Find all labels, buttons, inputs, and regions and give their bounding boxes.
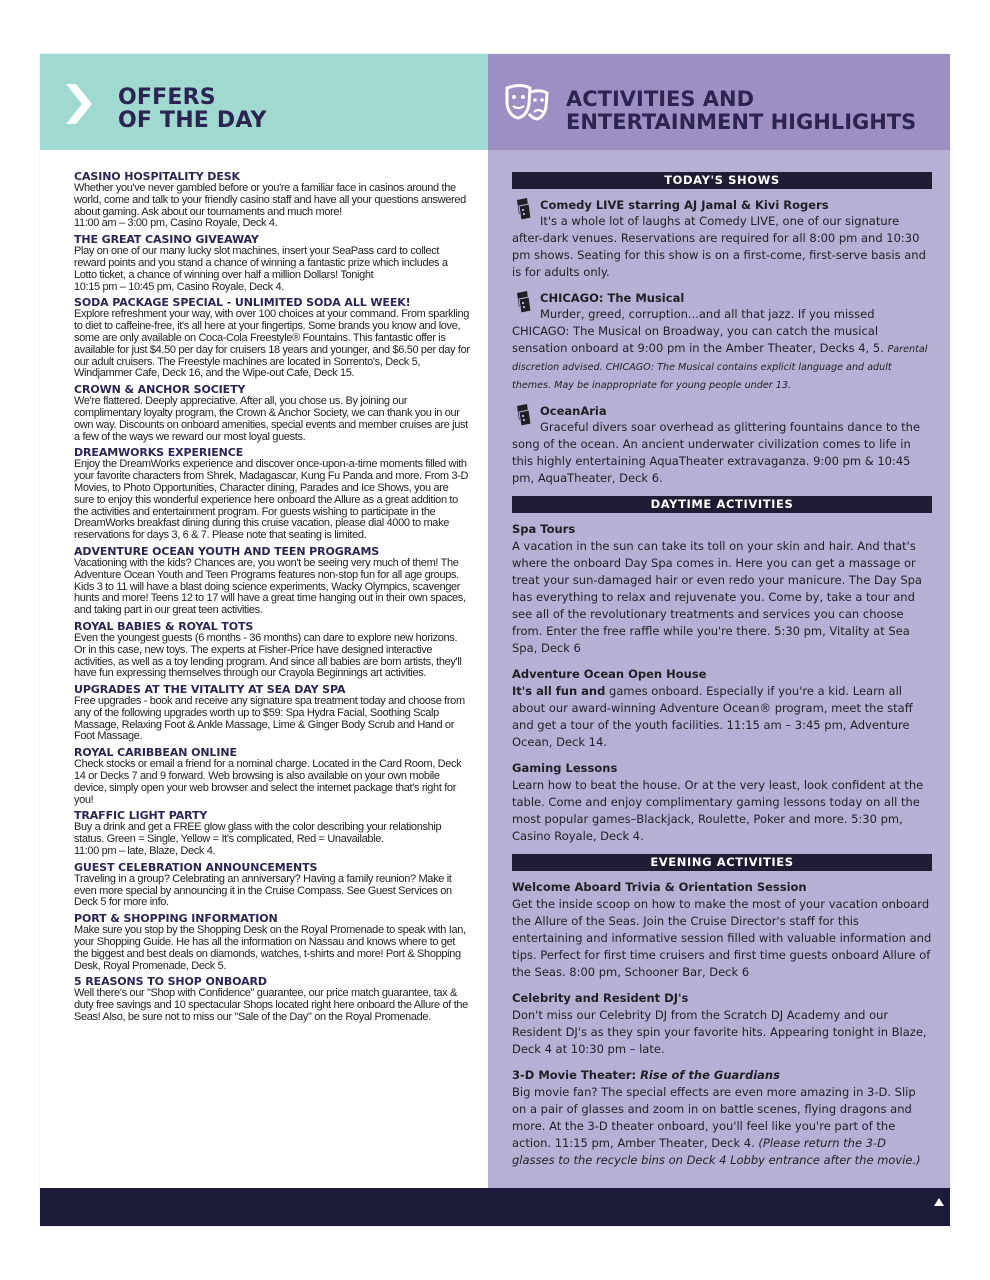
activities-title-line2: ENTERTAINMENT HIGHLIGHTS [566,110,917,134]
offer-item [74,861,470,909]
offer-item [74,912,470,972]
activities-title-line1: ACTIVITIES AND [566,87,755,111]
activity-description: Big movie fan? The special effects are even more amazing in 3-D. Slip on a pair of glasses and zoom in on battle scenes, flying dragons and more. At the 3-D theater onboard, you'll feel like you're part of the action. 11:15 pm, Amber Theater, Deck 4. [512,1085,916,1150]
show-body [512,419,932,487]
activity-title-text: 3-D Movie Theater: [512,1068,641,1082]
offer-body: Play on one of our many lucky slot machines, insert your SeaPass card to collect reward points and you stand a chance of winning a fantastic prize which includes a Lotto ticket, a chance of winning over half a million Dollars! Tonight 10:15 pm – 10:45 pm, Casino Royale, Deck 4. [74,245,448,293]
offer-title: 5 REASONS TO SHOP ONBOARD [74,975,267,989]
offers-title-line2: OF THE DAY [118,108,267,133]
evening-item [512,1067,932,1169]
offer-title: ROYAL BABIES & ROYAL TOTS [74,619,254,633]
daytime-item [512,521,932,657]
footer-band [40,1188,950,1226]
activity-body [512,683,932,751]
show-item [512,197,932,281]
compass-page [40,54,950,1226]
offer-body: Well there's our "Shop with Confidence" guarantee, our price match guarantee, tax & duty free savings and 10 spectacular Shops located right here onboard the Allure of the Seas! Also, be sure not to miss our "Sale of the Day" on the Royal Promenade. [74,987,468,1024]
activities-title [566,88,916,134]
evening-item [512,990,932,1058]
show-body [512,306,932,394]
activities-content [512,172,932,1178]
activity-title [512,879,932,896]
activity-description: Don't miss our Celebrity DJ from the Scratch DJ Academy and our Resident DJ's as they spin your favorite hits. Appearing tonight in Blaze, Deck 4 at 10:30 pm – late. [512,1008,927,1056]
offer-title: CASINO HOSPITALITY DESK [74,170,240,183]
activity-title-text: Celebrity and Resident DJ's [512,991,689,1005]
theater-masks-icon [504,82,550,124]
offer-item [74,383,470,443]
offer-item [74,620,470,680]
offer-title: DREAMWORKS EXPERIENCE [74,446,244,460]
show-body [512,213,932,281]
offers-panel [40,54,488,1188]
offer-item [74,545,470,617]
ticket-icon [514,291,534,320]
evening-activities-heading: EVENING ACTIVITIES [512,854,932,871]
offers-title [118,86,267,132]
activity-lead: It's all fun and [512,684,606,698]
activity-body [512,896,932,981]
offer-item [74,446,470,542]
offer-title: ADVENTURE OCEAN YOUTH AND TEEN PROGRAMS [74,544,380,558]
activity-title [512,1067,932,1084]
offer-body: We're flattered. Deeply appreciative. After all, you chose us. By joining our complimentary loyalty program, the Crown & Anchor Society, we can thank you in our own way. Discounts on onboard amenities, special events and member cruises are just a few of the ways we reward our most loyal guests. [74,395,468,443]
activity-description: games onboard. Especially if you're a kid. Learn all about our award-winning Adventure Ocean® program, meet the staff and get a tour of the youth facilities. 11:15 am – 3:45 pm, Adventure Ocean, Deck 14. [512,684,913,749]
activity-title: Adventure Ocean Open House [512,667,707,681]
show-title: CHICAGO: The Musical [540,291,685,305]
offer-title: SODA PACKAGE SPECIAL - UNLIMITED SODA ALL WEEK! [74,296,411,310]
show-description: Graceful divers soar overhead as glittering fountains dance to the song of the ocean. An ancient underwater civilization comes to life in this highly entertaining AquaTheater extravaganza. 9:00 pm & 10:45 pm, AquaTheater, Deck 6. [512,420,921,485]
activity-note: (Please return the 3-D glasses to the recycle bins on Deck 4 Lobby entrance after the movie.) [512,1136,921,1167]
show-description: Murder, greed, corruption...and all that jazz. If you missed CHICAGO: The Musical on Broadway, you can catch the musical sensation onboard at 9:00 pm in the Amber Theater, Decks 4, 5. [512,307,884,355]
activity-title: Spa Tours [512,522,576,536]
activities-panel [488,54,950,1188]
offer-body: Even the youngest guests (6 months - 36 months) can dare to explore new horizons. Or in this case, new toys. The experts at Fisher-Price have designed interactive activities, as well as a toy lending program. And since all babies are born artists, they'll have fun expressing themselves through our Crayola Beginnings art activities. [74,631,462,680]
arrow-up-icon [934,1198,944,1206]
offer-title: PORT & SHOPPING INFORMATION [74,912,278,926]
offer-body: Enjoy the DreamWorks experience and discover once-upon-a-time moments filled with your favorite characters from Shrek, Madagascar, Kung Fu Panda and more. From 3-D Movies, to Photo Opportunities, Character dining, Parades and Ice Shows, you are sure to enjoy this wonderful experience here onboard the Allure as a great addition to the activities and entertainment program. For guests wishing to participate in the DreamWorks breakfast dining during this cruise vacation, please dial 4000 to make reservations for days 3, 6 & 7. Please note that seating is limited. [74,458,469,542]
activity-description: A vacation in the sun can take its toll on your skin and hair. And that's where the onboard Day Spa comes in. Here you can get a massage or treat your sun-damaged hair or even redo your manicure. The Day Spa has everything to relax and rejuvenate you. Come by, take a tour and see all of the revolutionary treatments and services you can choose from. Enter the free raffle while you're there. 5:30 pm, Vitality at Sea Spa, Deck 6 [512,539,922,655]
offer-title: TRAFFIC LIGHT PARTY [74,809,208,823]
show-title: OceanAria [540,404,607,418]
offer-body: Explore refreshment your way, with over 100 choices at your command. From sparkling to diet to caffeine-free, it's all here at your fingertips. Some brands you know and love, some are only available on Coca-Cola Freestyle® Fountains. This fantastic offer is available for just $4.50 per day for cruisers 18 years and younger, and $6.50 per day for our adult cruisers. The Freestyle machines are located in Sorrento's, Deck 5, Windjammer Cafe, Deck 16, and the Wipe-out Cafe, Deck 15. [74,308,470,380]
activity-title [512,990,932,1007]
offer-item [74,233,470,293]
offer-title: GUEST CELEBRATION ANNOUNCEMENTS [74,860,318,874]
offers-header [40,54,488,150]
shows-list [512,197,932,487]
offer-item [74,809,470,857]
offer-title: THE GREAT CASINO GIVEAWAY [74,233,259,247]
evening-item [512,879,932,981]
offer-body: Vacationing with the kids? Chances are, you won't be seeing very much of them! The Adventure Ocean Youth and Teen Programs features non-stop fun for all age groups. Kids 3 to 11 will have a blast doing science experiments, Wacky Olympics, scavenger hunts and more! Teens 12 to 17 will have a great time hanging out in their own spaces, and taking part in our great teen activities. [74,556,466,617]
activity-body [512,777,932,845]
offer-body: Check stocks or email a friend for a nominal charge. Located in the Card Room, Deck 14 or Decks 7 and 9 forward. Web browsing is also available on your own mobile device, simply open your web browser and select the internet package that's right for you! [74,758,462,806]
offer-item [74,683,470,743]
offer-body: Traveling in a group? Celebrating an anniversary? Having a family reunion? Make it even more special by announcing it in the Cruise Compass. See Guest Services on Deck 5 for more info. [74,872,452,909]
offer-body: Buy a drink and get a FREE glow glass with the color describing your relationship status. Green = Single, Yellow = It's complicated, Red = Unavailable. 11:00 pm – late, Blaze, Deck 4. [74,821,442,858]
show-item [512,403,932,487]
activities-header [488,54,950,150]
activity-title-text: Welcome Aboard Trivia & Orientation Session [512,880,807,894]
activity-body [512,1084,932,1169]
offer-title: UPGRADES AT THE VITALITY AT SEA DAY SPA [74,683,346,697]
offer-item [74,975,470,1023]
offers-title-line1: OFFERS [118,85,216,110]
show-item [512,290,932,394]
show-title: Comedy LIVE starring AJ Jamal & Kivi Rogers [540,198,829,212]
offer-title: ROYAL CARIBBEAN ONLINE [74,746,237,760]
offer-title: CROWN & ANCHOR SOCIETY [74,383,246,397]
daytime-item [512,666,932,751]
offer-item [74,296,470,380]
daytime-list [512,521,932,845]
offers-list [74,170,470,1027]
ticket-icon [514,404,534,433]
activity-body [512,1007,932,1058]
offer-body: Whether you've never gambled before or you're a familiar face in casinos around the world, come and talk to your friendly casino staff and have all your questions answered about gaming. Ask about our tournaments and much more! 11:00 am – 3:00 pm, Casino Royale, Deck 4. [74,182,466,230]
evening-list [512,879,932,1169]
show-note: Parental discretion advised. CHICAGO: The Musical contains explicit language and adult themes. May be inappropriate for young people under 13. [512,344,928,391]
ticket-icon [514,198,534,227]
offer-body: Make sure you stop by the Shopping Desk on the Royal Promenade to speak with Ian, your Shopping Guide. He has all the information on Nassau and knows where to get the biggest and best deals on diamonds, watches, t-shirts and more! Port & Shopping Desk, Royal Promenade, Deck 5. [74,924,466,972]
activity-body [512,538,932,657]
activity-title-italic: Rise of the Guardians [640,1068,780,1082]
activity-title: Gaming Lessons [512,761,618,775]
activity-description: Learn how to beat the house. Or at the very least, look confident at the table. Come and enjoy complimentary gaming lessons today on all the most popular games–Blackjack, Roulette, Poker and more. 5:30 pm, Casino Royale, Deck 4. [512,778,924,843]
chevron-right-icon [62,82,94,126]
show-description: It's a whole lot of laughs at Comedy LIVE, one of our signature after-dark venues. Reservations are required for all 8:00 pm and 10:30 pm shows. Seating for this show is on a first-come, first-serve basis and is for adults only. [512,214,926,279]
todays-shows-heading: TODAY'S SHOWS [512,172,932,189]
daytime-item [512,760,932,845]
offer-body: Free upgrades - book and receive any signature spa treatment today and choose from any of the following upgrades worth up to $59: Spa Hydra Facial, Soothing Scalp Massage, Relaxing Foot & Ankle Massage, Lime & Ginger Body Scrub and Hand or Foot Massage. [74,695,465,743]
offer-item [74,170,470,230]
daytime-activities-heading: DAYTIME ACTIVITIES [512,496,932,513]
offer-item [74,746,470,806]
activity-description: Get the inside scoop on how to make the most of your vacation onboard the Allure of the Seas. Join the Cruise Director's staff for this entertaining and informative session filled with valuable information and tips. Perfect for first time cruisers and first time guests onboard Allure of the Seas. 8:00 pm, Schooner Bar, Deck 6 [512,897,932,979]
